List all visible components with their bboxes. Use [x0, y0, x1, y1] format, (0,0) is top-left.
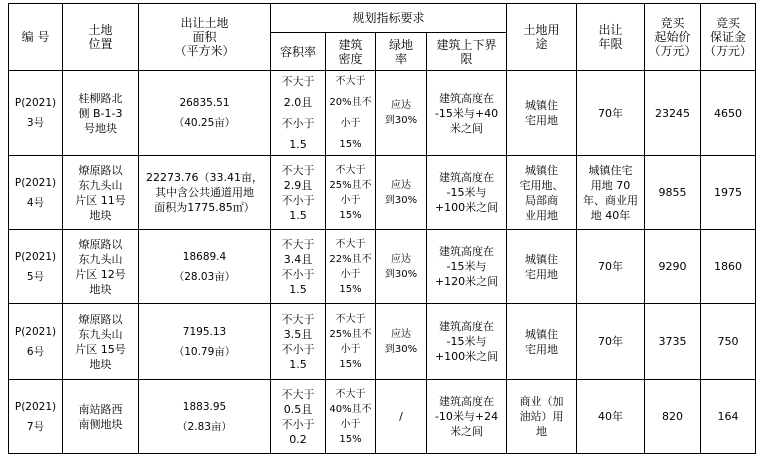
cell-code: P(2021) 7号 [9, 380, 63, 454]
header-use: 土地用 途 [507, 4, 577, 71]
cell-height: 建筑高度在 -15米与 +100米之间 [427, 304, 507, 380]
cell-height: 建筑高度在 -15米与 +100米之间 [427, 156, 507, 230]
cell-use: 城镇住 宅用地、 局部商 业用地 [507, 156, 577, 230]
cell-start-price: 9855 [645, 156, 701, 230]
cell-use: 商业（加 油站）用 地 [507, 380, 577, 454]
cell-area: 1883.95 （2.83亩） [139, 380, 271, 454]
cell-code: P(2021) 5号 [9, 230, 63, 304]
cell-density: 不大于 22%且不 小于 15% [326, 230, 376, 304]
cell-deposit: 164 [701, 380, 756, 454]
header-planning-group: 规划指标要求 [271, 4, 507, 33]
cell-green: 应达 到30% [376, 156, 427, 230]
cell-term: 70年 [577, 71, 645, 156]
cell-start-price: 9290 [645, 230, 701, 304]
cell-density: 不大于 40%且不 小于 15% [326, 380, 376, 454]
header-density: 建筑 密度 [326, 33, 376, 71]
cell-height: 建筑高度在 -15米与+40 米之间 [427, 71, 507, 156]
table-row [9, 304, 756, 380]
table-row [9, 156, 756, 230]
cell-code: P(2021) 4号 [9, 156, 63, 230]
cell-term: 40年 [577, 380, 645, 454]
cell-term: 城镇住宅 用地 70 年、商业用 地 40年 [577, 156, 645, 230]
cell-start-price: 820 [645, 380, 701, 454]
header-term: 出让 年限 [577, 4, 645, 71]
cell-green: 应达 到30% [376, 304, 427, 380]
land-auction-table [8, 3, 756, 454]
cell-area: 26835.51 （40.25亩） [139, 71, 271, 156]
header-code: 编 号 [9, 4, 63, 71]
cell-area: 18689.4 （28.03亩） [139, 230, 271, 304]
cell-deposit: 750 [701, 304, 756, 380]
cell-far: 不大于 3.4且 不小于 1.5 [271, 230, 326, 304]
header-deposit: 竞买 保证金 （万元） [701, 4, 756, 71]
cell-location: 桂柳路北 侧 B-1-3 号地块 [63, 71, 139, 156]
cell-location: 燎原路以 东九头山 片区 11号 地块 [63, 156, 139, 230]
table-row [9, 380, 756, 454]
cell-location: 南站路西 南侧地块 [63, 380, 139, 454]
cell-use: 城镇住 宅用地 [507, 230, 577, 304]
table-row [9, 230, 756, 304]
cell-location: 燎原路以 东九头山 片区 12号 地块 [63, 230, 139, 304]
table-row [9, 71, 756, 156]
cell-deposit: 4650 [701, 71, 756, 156]
cell-density: 不大于 20%且不 小于 15% [326, 71, 376, 156]
header-start-price: 竞买 起始价 （万元） [645, 4, 701, 71]
cell-code: P(2021) 3号 [9, 71, 63, 156]
cell-height: 建筑高度在 -10米与+24 米之间 [427, 380, 507, 454]
cell-density: 不大于 25%且不 小于 15% [326, 304, 376, 380]
cell-start-price: 3735 [645, 304, 701, 380]
cell-area: 22273.76（33.41亩， 其中含公共通道用地 面积为1775.85㎡） [139, 156, 271, 230]
cell-far: 不大于 0.5且 不小于 0.2 [271, 380, 326, 454]
cell-green: 应达 到30% [376, 71, 427, 156]
header-location: 土地 位置 [63, 4, 139, 71]
cell-deposit: 1975 [701, 156, 756, 230]
cell-code: P(2021) 6号 [9, 304, 63, 380]
cell-use: 城镇住 宅用地 [507, 304, 577, 380]
cell-area: 7195.13 （10.79亩） [139, 304, 271, 380]
header-far: 容积率 [271, 33, 326, 71]
cell-green: 应达 到30% [376, 230, 427, 304]
header-green: 绿地 率 [376, 33, 427, 71]
cell-use: 城镇住 宅用地 [507, 71, 577, 156]
cell-far: 不大于 3.5且 不小于 1.5 [271, 304, 326, 380]
header-area: 出让土地 面积 （平方米） [139, 4, 271, 71]
cell-height: 建筑高度在 -15米与 +120米之间 [427, 230, 507, 304]
cell-term: 70年 [577, 304, 645, 380]
header-height: 建筑上下界 限 [427, 33, 507, 71]
cell-location: 燎原路以 东九头山 片区 15号 地块 [63, 304, 139, 380]
cell-term: 70年 [577, 230, 645, 304]
cell-deposit: 1860 [701, 230, 756, 304]
cell-far: 不大于 2.9且 不小于 1.5 [271, 156, 326, 230]
cell-far: 不大于 2.0且 不小于 1.5 [271, 71, 326, 156]
cell-density: 不大于 25%且不 小于 15% [326, 156, 376, 230]
cell-start-price: 23245 [645, 71, 701, 156]
cell-green: / [376, 380, 427, 454]
